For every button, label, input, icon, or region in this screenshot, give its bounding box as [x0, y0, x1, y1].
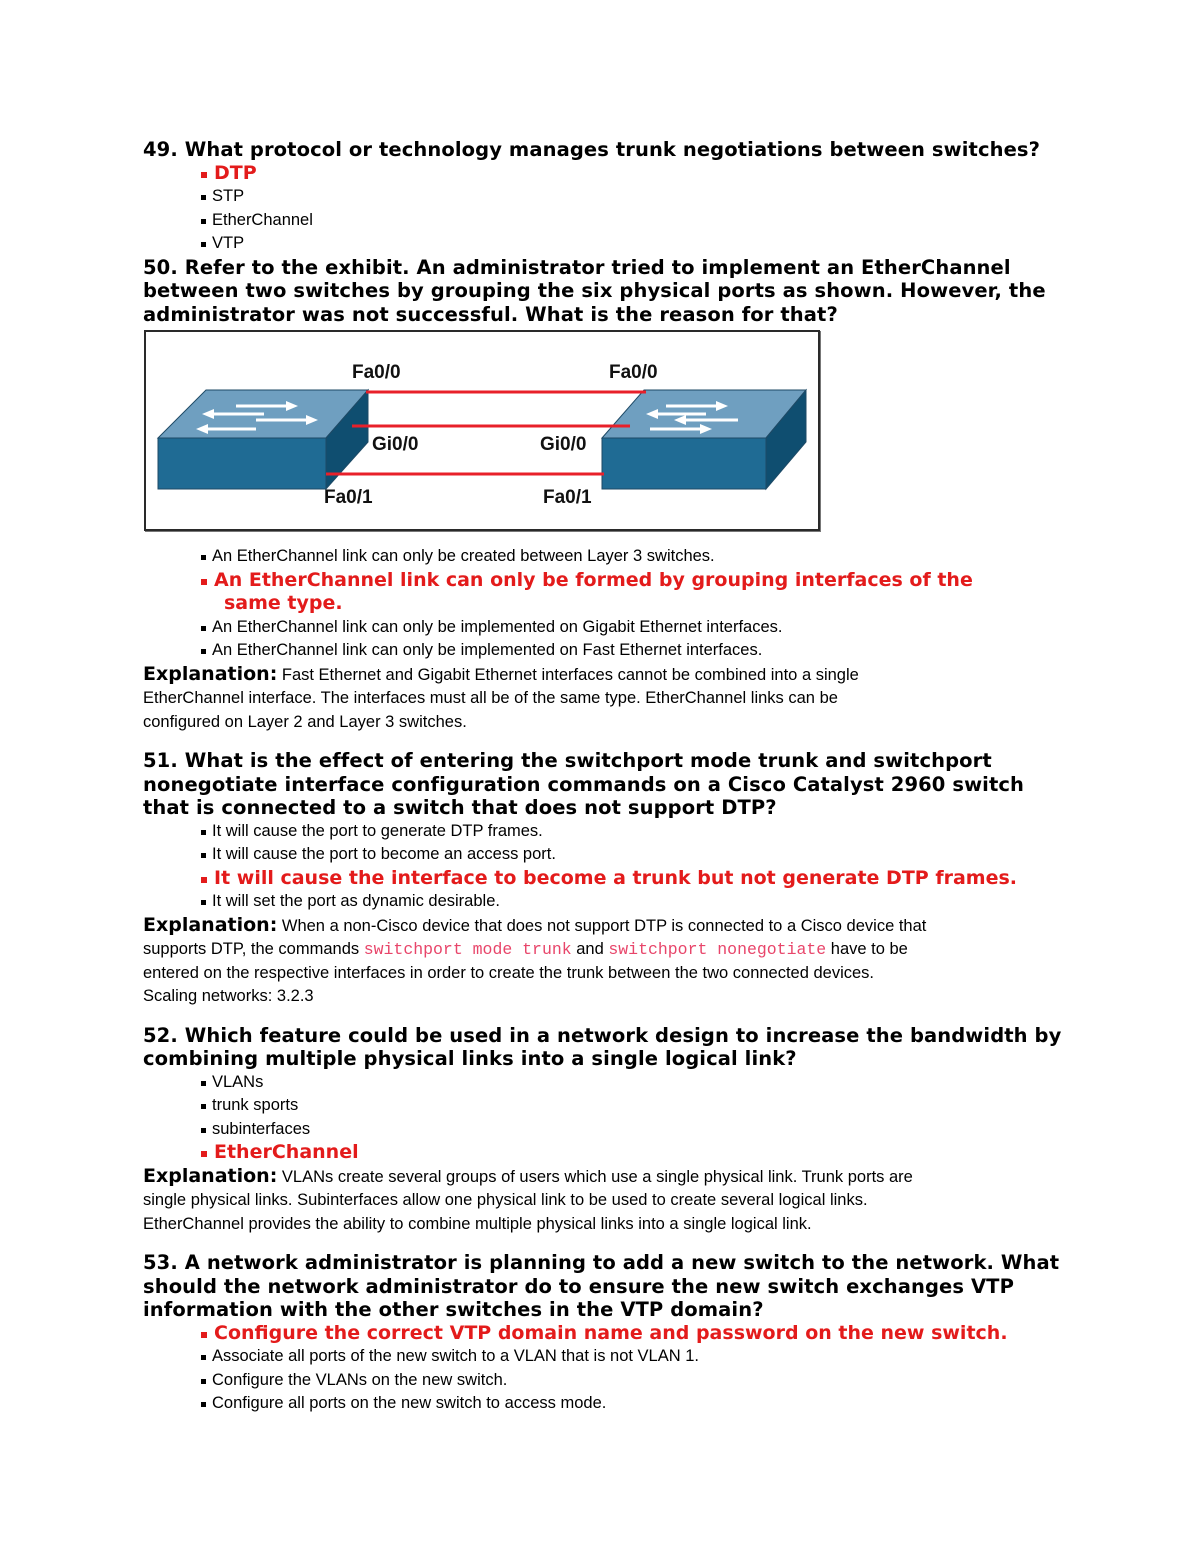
q50-option: An EtherChannel link can only be implemented on Gigabit Ethernet interfaces. — [201, 616, 1073, 640]
q52-option-correct: EtherChannel — [201, 1141, 1073, 1165]
q50-explanation-line-2: EtherChannel interface. The interfaces must all be of the same type. EtherChannel links can be — [143, 689, 838, 707]
q51-explanation — [143, 914, 1073, 939]
q51-option: It will set the port as dynamic desirable. — [201, 890, 1073, 914]
q52-explanation-line-2: single physical links. Subinterfaces allow one physical link to be used to create several logical links. — [143, 1191, 868, 1209]
explanation-label: Explanation: — [143, 913, 278, 936]
q51-explanation-line-2 — [143, 938, 1073, 962]
q49-option: STP — [201, 185, 1073, 209]
question-50-line-1: 50. Refer to the exhibit. An administrator tried to implement an EtherChannel — [143, 255, 1011, 279]
explanation-label: Explanation: — [143, 662, 278, 685]
q49-option: EtherChannel — [201, 209, 1073, 233]
port-label: Gi0/0 — [540, 434, 587, 455]
port-label: Fa0/0 — [609, 362, 658, 383]
q50-correct-line-2: same type. — [224, 592, 343, 614]
q53-option: Associate all ports of the new switch to a VLAN that is not VLAN 1. — [201, 1345, 1073, 1369]
code-switchport-nonegotiate: switchport nonegotiate — [608, 940, 827, 959]
explanation-text: and — [571, 940, 609, 958]
explanation-label: Explanation: — [143, 1164, 278, 1187]
q49-option-correct: DTP — [201, 162, 1073, 186]
question-53-line-2: should the network administrator do to ensure the new switch exchanges VTP — [143, 1274, 1014, 1298]
explanation-text: supports DTP, the commands — [143, 940, 364, 958]
question-53-line-3: information with the other switches in the VTP domain? — [143, 1298, 764, 1321]
q53-option-correct: Configure the correct VTP domain name and password on the new switch. — [201, 1322, 1073, 1346]
q50-option-correct — [201, 569, 1073, 616]
q53-option: Configure all ports on the new switch to access mode. — [201, 1392, 1073, 1416]
question-53-line-1: 53. A network administrator is planning to add a new switch to the network. What — [143, 1251, 1060, 1274]
right-switch-icon — [602, 390, 806, 489]
q50-option: An EtherChannel link can only be created between Layer 3 switches. — [201, 545, 1073, 569]
question-50-line-3: administrator was not successful. What is the reason for that? — [143, 302, 838, 326]
q51-explanation-line-4: Scaling networks: 3.2.3 — [143, 987, 314, 1005]
explanation-text: VLANs create several groups of users which use a single physical link. Trunk ports are — [277, 1167, 913, 1186]
exhibit-diagram — [144, 330, 820, 531]
explanation-text: When a non-Cisco device that does not support DTP is connected to a Cisco device that — [277, 916, 927, 935]
q49-option: VTP — [201, 232, 1073, 256]
explanation-text: Fast Ethernet and Gigabit Ethernet interfaces cannot be combined into a single — [277, 665, 859, 684]
question-51-line-3: that is connected to a switch that does not support DTP? — [143, 796, 777, 819]
question-50-line-2: between two switches by grouping the six physical ports as shown. However, the — [143, 279, 1046, 302]
q52-options — [143, 1071, 1073, 1165]
q50-options — [143, 545, 1073, 663]
q51-option: It will cause the port to generate DTP frames. — [201, 820, 1073, 844]
network-diagram — [146, 332, 818, 529]
q53-option: Configure the VLANs on the new switch. — [201, 1369, 1073, 1393]
q52-explanation-line-3: EtherChannel provides the ability to combine multiple physical links into a single logical link. — [143, 1214, 812, 1233]
port-label: Gi0/0 — [372, 434, 419, 455]
code-switchport-mode-trunk: switchport mode trunk — [363, 940, 572, 959]
q52-option: VLANs — [201, 1071, 1073, 1095]
q51-explanation-line-3: entered on the respective interfaces in order to create the trunk between the two connected devices. — [143, 963, 875, 982]
q50-explanation-line-3: configured on Layer 2 and Layer 3 switches. — [143, 712, 467, 731]
question-52-line-2: combining multiple physical links into a single logical link? — [143, 1047, 797, 1070]
question-49: 49. What protocol or technology manages trunk negotiations between switches? — [143, 138, 1041, 161]
port-label: Fa0/1 — [324, 487, 373, 508]
question-52-line-1: 52. Which feature could be used in a network design to increase the bandwidth by — [143, 1023, 1062, 1047]
q50-explanation — [143, 663, 1073, 688]
q51-option-correct: It will cause the interface to become a trunk but not generate DTP frames. — [201, 867, 1073, 891]
q50-correct-line-1: An EtherChannel link can only be formed by grouping interfaces of the — [214, 568, 973, 591]
document-page — [143, 138, 1073, 1416]
question-51-line-2: nonegotiate interface configuration commands on a Cisco Catalyst 2960 switch — [143, 772, 1025, 796]
q53-options — [143, 1322, 1073, 1416]
port-label: Fa0/0 — [352, 362, 401, 383]
q52-option: trunk sports — [201, 1094, 1073, 1118]
q52-explanation — [143, 1165, 1073, 1190]
explanation-text: have to be — [826, 940, 908, 958]
port-label: Fa0/1 — [543, 487, 592, 508]
q50-option: An EtherChannel link can only be implemented on Fast Ethernet interfaces. — [201, 639, 1073, 663]
q51-options — [143, 820, 1073, 914]
q52-option: subinterfaces — [201, 1118, 1073, 1142]
question-51-line-1: 51. What is the effect of entering the switchport mode trunk and switchport — [143, 749, 992, 772]
q49-options — [143, 162, 1073, 256]
q51-option: It will cause the port to become an access port. — [201, 843, 1073, 867]
